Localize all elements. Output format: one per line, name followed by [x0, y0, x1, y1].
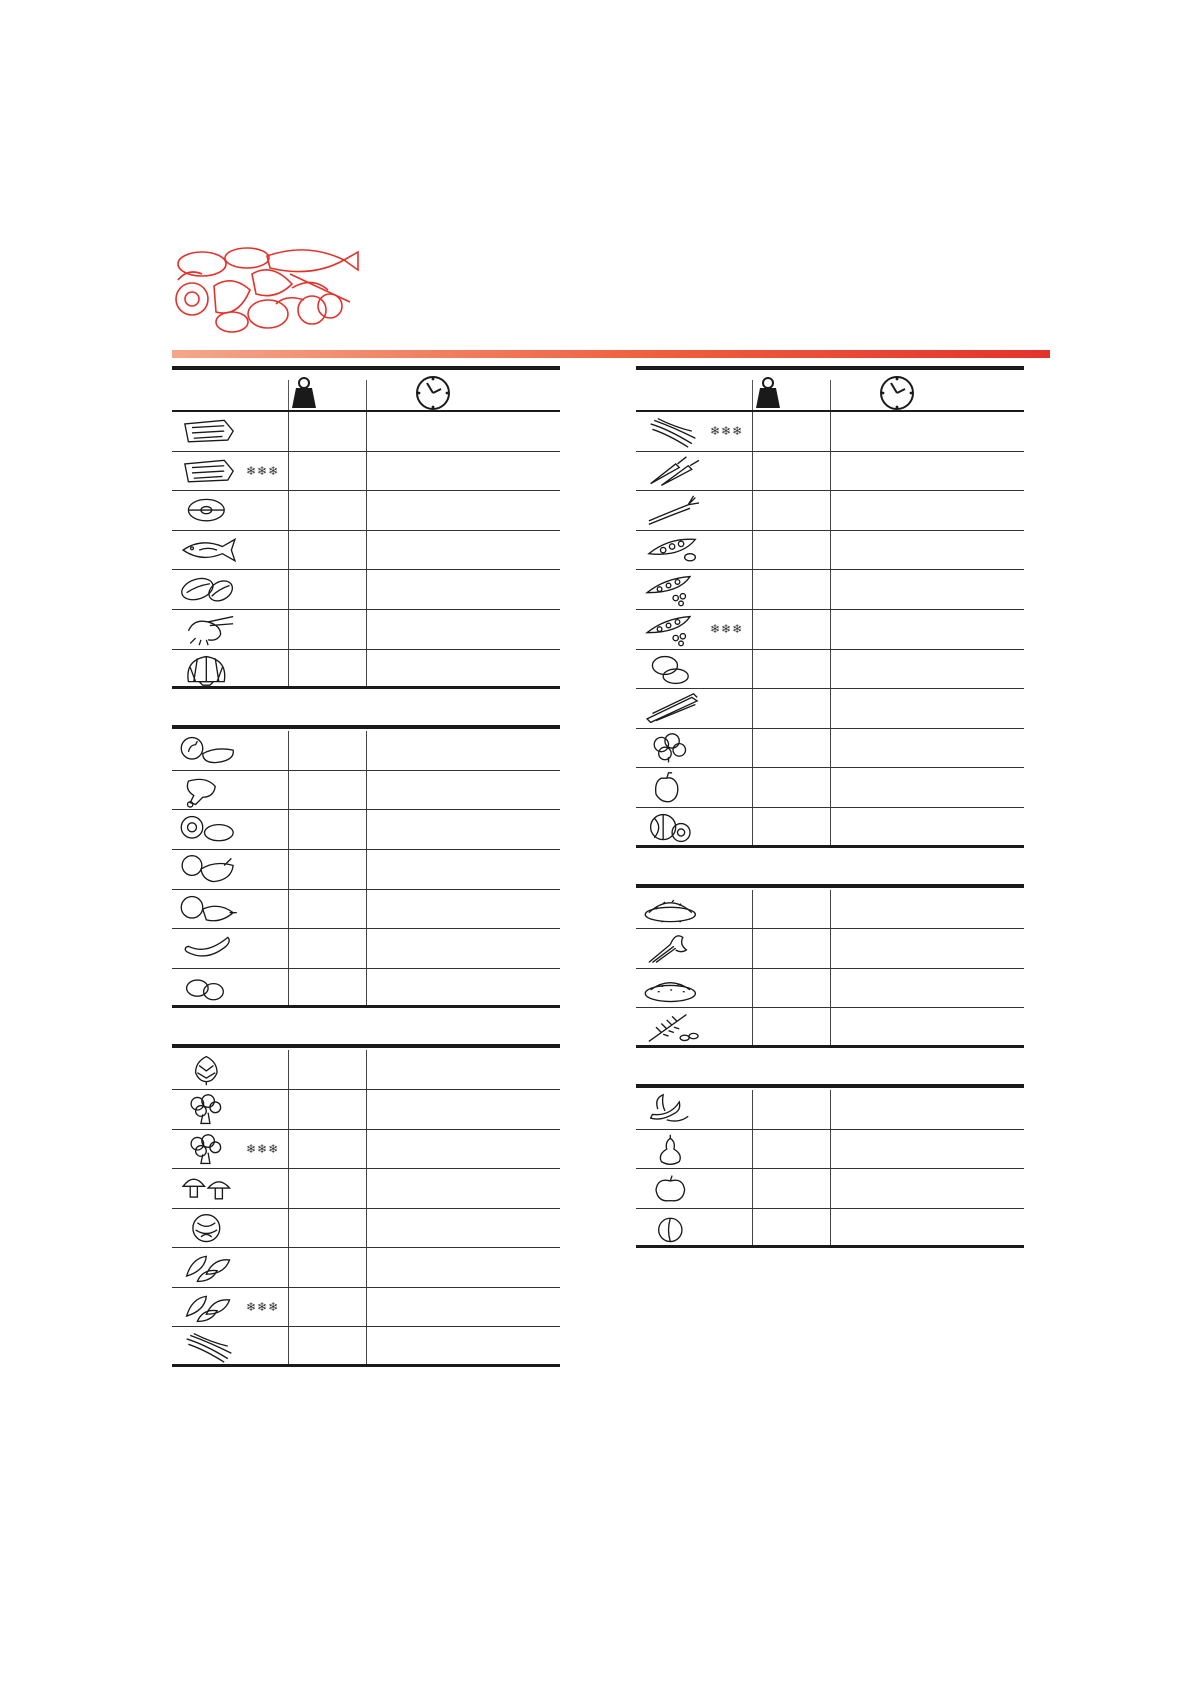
weight-cell [752, 1008, 831, 1045]
table-row [172, 969, 560, 1009]
time-cell [366, 650, 560, 687]
time-cell [366, 610, 560, 649]
table-row [172, 771, 560, 811]
section-gap [172, 689, 560, 725]
time-cell [830, 452, 1024, 491]
table-row [636, 929, 1024, 969]
food-collage-icon [172, 244, 362, 336]
table-row [172, 1090, 560, 1130]
frozen-snowflake-icon: ❄❄❄ [246, 463, 280, 478]
green-beans-icon [640, 415, 706, 449]
weight-cell [752, 1209, 831, 1246]
weight-cell [752, 1169, 831, 1208]
table-row [636, 491, 1024, 531]
meat-fillet-icon [176, 813, 242, 847]
time-cell [366, 1288, 560, 1327]
time-cell [830, 729, 1024, 768]
table-row [172, 1327, 560, 1367]
broccoli-icon [176, 1093, 242, 1127]
frozen-snowflake-icon: ❄❄❄ [710, 424, 744, 438]
rice-icon [640, 893, 706, 927]
time-cell [830, 969, 1024, 1008]
weight-cell [752, 729, 831, 768]
table-row [172, 610, 560, 650]
time-cell [830, 491, 1024, 530]
table-row [636, 1090, 1024, 1130]
weight-cell [288, 1090, 367, 1129]
left-table-column [172, 366, 560, 1367]
table-row [636, 570, 1024, 610]
table-row [636, 808, 1024, 848]
fish-fillet-icon [176, 415, 242, 449]
section-gap [636, 1048, 1024, 1084]
weight-cell [752, 570, 831, 609]
mussels-icon [176, 573, 242, 607]
time-cell [366, 1248, 560, 1287]
table-row [172, 1169, 560, 1209]
weight-cell [752, 412, 831, 451]
table-row [172, 1209, 560, 1249]
spinach-icon [176, 1291, 242, 1325]
banana-icon [640, 1093, 706, 1127]
frozen-snowflake-icon: ❄❄❄ [710, 621, 744, 636]
time-cell [366, 810, 560, 849]
table-row [636, 1008, 1024, 1048]
weight-cell [288, 1248, 367, 1287]
time-cell [830, 768, 1024, 807]
weight-cell [288, 570, 367, 609]
snow-peas-icon [640, 534, 706, 568]
weight-cell [288, 1327, 367, 1364]
table-fruit [636, 1084, 1024, 1248]
table-row [636, 768, 1024, 808]
weight-cell [288, 1130, 367, 1169]
table-row [636, 689, 1024, 729]
weight-cell [288, 1209, 367, 1248]
pear-icon [640, 1133, 706, 1167]
section-gap [636, 848, 1024, 884]
time-cell [366, 570, 560, 609]
table-vegetables-1 [172, 1044, 560, 1367]
peas-icon [640, 573, 706, 607]
table-row [172, 810, 560, 850]
table-row [172, 1130, 560, 1170]
apple-icon [640, 1172, 706, 1206]
potatoes-icon [640, 653, 706, 687]
weight-cell [752, 610, 831, 649]
time-cell [366, 491, 560, 530]
meat-joint-icon [176, 893, 242, 927]
peas-icon [640, 613, 706, 647]
weight-cell [752, 491, 831, 530]
table-row [636, 452, 1024, 492]
scallop-icon [176, 653, 242, 687]
time-cell [366, 731, 560, 770]
time-cell [830, 1169, 1024, 1208]
time-cell [830, 689, 1024, 728]
shrimp-icon [176, 613, 242, 647]
table-row [636, 531, 1024, 571]
fish-fillet-icon [176, 455, 242, 489]
table-row [172, 650, 560, 690]
table-row [172, 452, 560, 492]
weight-cell [752, 1090, 831, 1129]
sausage-icon [176, 932, 242, 966]
cauliflower-icon [640, 732, 706, 766]
weight-cell [288, 650, 367, 687]
table-vegetables-2 [636, 366, 1024, 848]
table-row [636, 890, 1024, 930]
onion-icon [640, 811, 706, 845]
table-grains [636, 884, 1024, 1048]
weight-cell [752, 689, 831, 728]
broccoli-icon [176, 1133, 242, 1167]
time-cell [366, 1090, 560, 1129]
table-row [636, 729, 1024, 769]
table-row [636, 610, 1024, 650]
chicken-leg-icon [176, 774, 242, 808]
table-row [172, 531, 560, 571]
weight-cell [288, 1288, 367, 1327]
time-cell [366, 1169, 560, 1208]
artichoke-icon [176, 1053, 242, 1087]
time-cell [830, 531, 1024, 570]
weight-cell [288, 771, 367, 810]
carrots-icon [640, 455, 706, 489]
asparagus-icon [640, 692, 706, 726]
time-cell [366, 1209, 560, 1248]
weight-cell [288, 731, 367, 770]
weight-cell [288, 610, 367, 649]
weight-icon [288, 376, 320, 410]
time-cell [366, 412, 560, 451]
time-cell [366, 929, 560, 968]
weight-cell [288, 531, 367, 570]
table-row [172, 1288, 560, 1328]
weight-cell [288, 850, 367, 889]
time-cell [366, 1050, 560, 1089]
time-cell [830, 890, 1024, 929]
weight-cell [288, 929, 367, 968]
table-row [636, 1209, 1024, 1249]
weight-cell [752, 969, 831, 1008]
fish-steak-icon [176, 494, 242, 528]
time-cell [366, 890, 560, 929]
pepper-icon [640, 771, 706, 805]
weight-cell [752, 929, 831, 968]
weight-cell [288, 1169, 367, 1208]
table-row [172, 890, 560, 930]
section-divider-bar [172, 350, 1050, 358]
time-cell [830, 1130, 1024, 1169]
time-cell [830, 1008, 1024, 1045]
cabbage-icon [176, 1212, 242, 1246]
table-row [172, 1050, 560, 1090]
weight-cell [752, 890, 831, 929]
frozen-snowflake-icon: ❄❄❄ [246, 1141, 280, 1156]
time-cell [830, 610, 1024, 649]
weight-cell [288, 491, 367, 530]
chicken-fillet-icon [176, 734, 242, 768]
weight-cell [288, 810, 367, 849]
table-row [172, 491, 560, 531]
time-cell [830, 929, 1024, 968]
clock-icon [879, 375, 915, 411]
wheat-icon [640, 1011, 706, 1045]
time-cell [366, 850, 560, 889]
table-row [172, 412, 560, 452]
time-cell [366, 531, 560, 570]
table-row [636, 650, 1024, 690]
table-row [636, 969, 1024, 1009]
spinach-icon [176, 1251, 242, 1285]
time-cell [366, 1327, 560, 1364]
weight-cell [752, 531, 831, 570]
time-cell [830, 1090, 1024, 1129]
weight-cell [288, 969, 367, 1006]
right-table-column [636, 366, 1024, 1248]
weight-cell [288, 890, 367, 929]
time-cell [366, 452, 560, 491]
weight-cell [752, 650, 831, 689]
couscous-icon [640, 972, 706, 1006]
green-beans-icon [176, 1330, 242, 1364]
weight-cell [752, 808, 831, 845]
table-fish [172, 366, 560, 689]
section-gap [172, 1008, 560, 1044]
table-row [636, 1130, 1024, 1170]
table-row [172, 850, 560, 890]
weight-cell [288, 452, 367, 491]
weight-cell [288, 412, 367, 451]
time-cell [830, 1209, 1024, 1246]
table-header-row [636, 366, 1024, 412]
apricot-icon [640, 1212, 706, 1246]
weight-cell [288, 1050, 367, 1089]
weight-cell [752, 1130, 831, 1169]
time-cell [830, 412, 1024, 451]
frozen-snowflake-icon: ❄❄❄ [246, 1299, 280, 1314]
table-row [172, 570, 560, 610]
table-row [172, 731, 560, 771]
table-row [172, 929, 560, 969]
time-cell [366, 1130, 560, 1169]
clock-icon [415, 375, 451, 411]
eggs-icon [176, 972, 242, 1006]
time-cell [830, 570, 1024, 609]
whole-fish-icon [176, 534, 242, 568]
table-row [636, 412, 1024, 452]
pasta-icon [640, 932, 706, 966]
weight-cell [752, 768, 831, 807]
time-cell [830, 650, 1024, 689]
time-cell [830, 808, 1024, 845]
table-header-row [172, 366, 560, 412]
weight-cell [752, 452, 831, 491]
leek-icon [640, 494, 706, 528]
time-cell [366, 969, 560, 1006]
table-row [636, 1169, 1024, 1209]
table-row [172, 1248, 560, 1288]
pork-chop-icon [176, 853, 242, 887]
mushrooms-icon [176, 1172, 242, 1206]
time-cell [366, 771, 560, 810]
table-meat [172, 725, 560, 1008]
weight-icon [752, 376, 784, 410]
